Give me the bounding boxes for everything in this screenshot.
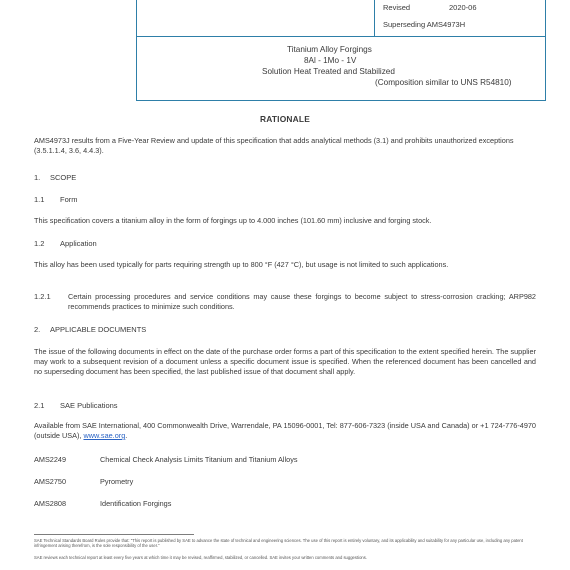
ref-code-ams2808: AMS2808	[34, 499, 67, 508]
title-line-2: 8Al - 1Mo - 1V	[304, 56, 357, 65]
section-1-2-text: This alloy has been used typically for parts requiring strength up to 800 °F (427 °C), but usage is not limited to such applications.	[34, 260, 449, 269]
section-1-1-text: This specification covers a titanium alloy in the form of forgings up to 4.000 inches (101.60 mm) inclusive and forging stock.	[34, 216, 432, 225]
superseding-note: Superseding AMS4973H	[383, 20, 466, 29]
rationale-text: AMS4973J results from a Five-Year Review and update of this specification that adds analytical methods (3.1) and prohibits unauthorized exceptions (3.5.1.1.4, 3.6, 4.4.3).	[34, 136, 514, 155]
section-1-number: 1.	[34, 173, 41, 182]
section-2-text: The issue of the following documents in effect on the date of the purchase order forms a part of this specification to the extent specified herein. The supplier may work to a subsequent revision of a document unless a specific document issue is specified. When the referenced document has been cancelled and no superseding document has been specified, the last published issue of that document shall apply.	[34, 347, 536, 376]
sae-website-link[interactable]: www.sae.org	[83, 431, 126, 440]
title-line-1: Titanium Alloy Forgings	[287, 45, 372, 54]
header-divider	[374, 0, 375, 36]
section-2-1-title: SAE Publications	[60, 401, 118, 410]
revised-date: 2020-06	[449, 3, 477, 12]
section-1-2-title: Application	[60, 239, 97, 248]
title-box	[136, 36, 546, 101]
section-2-1-body: Available from SAE International, 400 Commonwealth Drive, Warrendale, PA 15096-0001, Tel: 877-606-7323 (inside USA and Canada) or +1 724-776-4970 (outside USA),	[34, 421, 536, 440]
title-line-4: (Composition similar to UNS R54810)	[375, 78, 512, 87]
section-2-number: 2.	[34, 325, 41, 334]
header-info-box	[136, 0, 546, 37]
revised-label: Revised	[383, 3, 411, 12]
section-1-1-number: 1.1	[34, 195, 45, 204]
ref-title-ams2249: Chemical Check Analysis Limits Titanium and Titanium Alloys	[100, 455, 298, 464]
footer-disclaimer: SAE Technical Standards Board Rules provide that: "This report is published by SAE to advance the state of technical and engineering sciences. The use of this report is entirely voluntary, and its applicability and suitability for any particular use, including any patent infringement arising therefrom, is the sole responsibility of the user."	[34, 538, 523, 549]
section-2-1-period: .	[125, 431, 128, 440]
footer-rule	[34, 534, 194, 535]
section-1-2-1-text: Certain processing procedures and service conditions may cause these forgings to become subject to stress-corrosion cracking; ARP982 recommends practices to minimize such conditions.	[68, 292, 536, 311]
ref-code-ams2750: AMS2750	[34, 477, 67, 486]
section-1-2-1-number: 1.2.1	[34, 292, 51, 301]
section-1-title: SCOPE	[50, 173, 77, 182]
rationale-heading: RATIONALE	[259, 114, 311, 124]
section-2-1-text	[34, 421, 536, 441]
ref-title-ams2750: Pyrometry	[100, 477, 134, 486]
section-1-1-title: Form	[60, 195, 78, 204]
section-2-title: APPLICABLE DOCUMENTS	[50, 325, 147, 334]
title-line-3: Solution Heat Treated and Stabilized	[262, 67, 395, 76]
ref-title-ams2808: Identification Forgings	[100, 499, 172, 508]
ref-code-ams2249: AMS2249	[34, 455, 67, 464]
section-1-2-number: 1.2	[34, 239, 45, 248]
footer-review-note: SAE reviews each technical report at least every five years at which time it may be revised, reaffirmed, stabilized, or cancelled. SAE invites your written comments and suggestions.	[34, 555, 367, 560]
section-2-1-number: 2.1	[34, 401, 45, 410]
